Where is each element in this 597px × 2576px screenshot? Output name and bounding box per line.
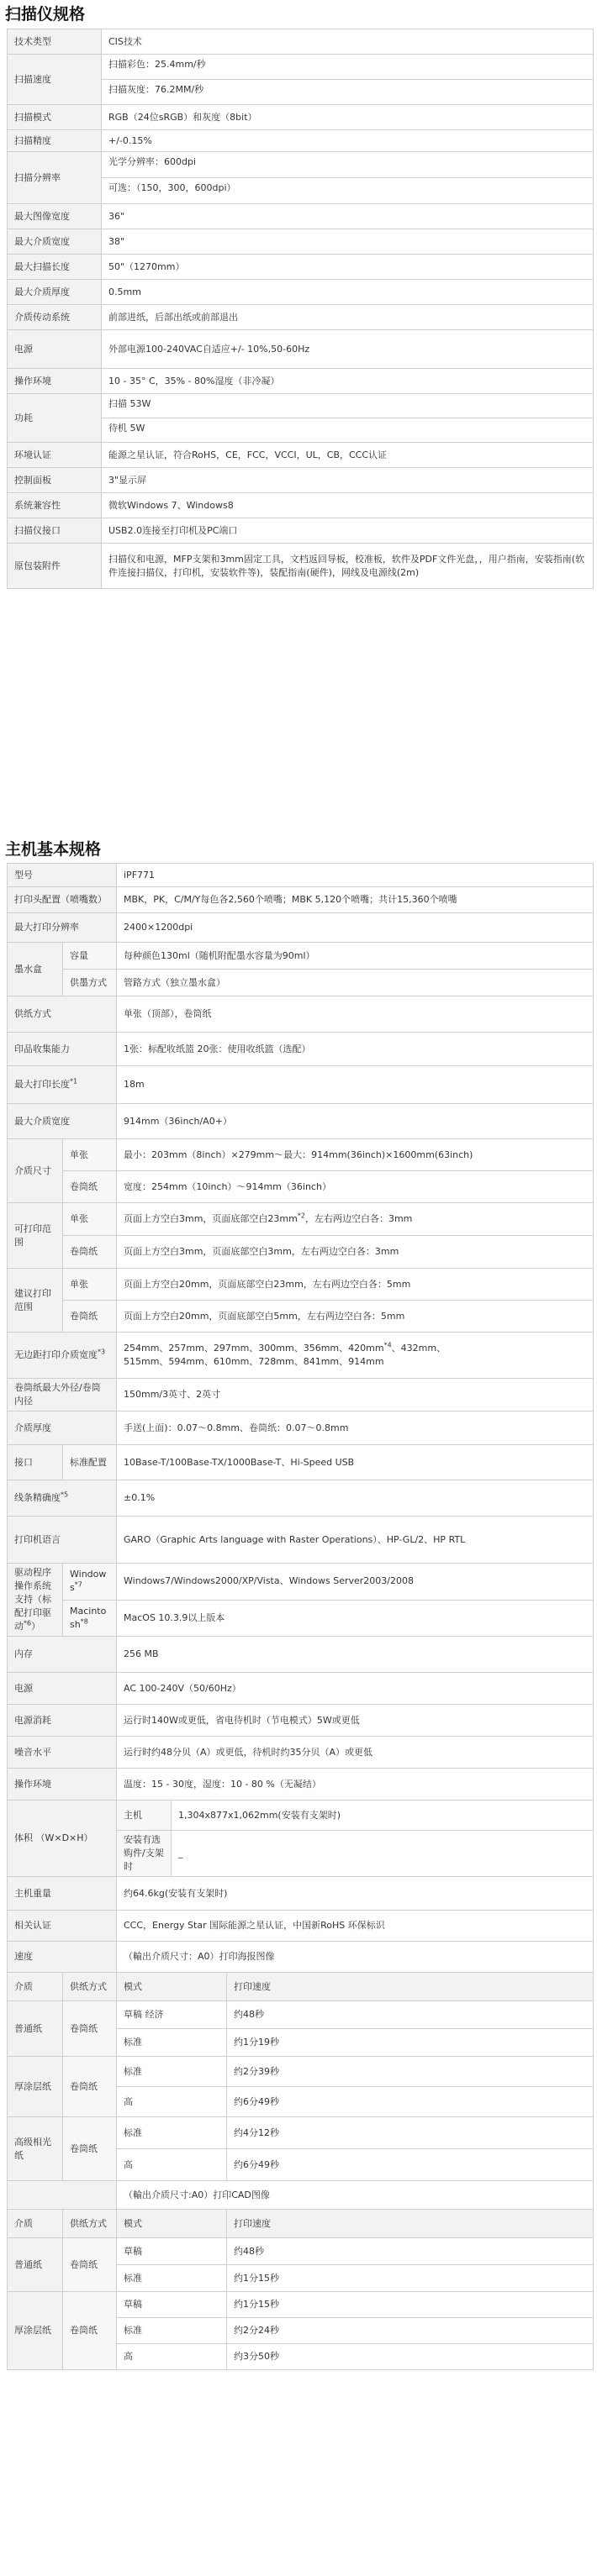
table-row <box>8 1445 594 1480</box>
spec-value: CIS技术 <box>102 29 594 55</box>
spec-value: 914mm（36inch/A0+） <box>117 1104 594 1139</box>
table-row <box>8 1171 594 1203</box>
table-row <box>8 1564 594 1601</box>
spec-subkey: Macintosh$^{*8}$ <box>63 1600 117 1637</box>
speed-mode: 草稿 <box>117 2292 227 2318</box>
spec-key: 最大打印长度$^{*1}$ <box>8 1066 117 1104</box>
table-row <box>8 1705 594 1737</box>
speed-feed: 卷筒纸 <box>63 2001 117 2057</box>
table-row <box>8 864 594 887</box>
spec-key: 技术类型 <box>8 29 102 55</box>
spec-value: ±0.1% <box>117 1480 594 1517</box>
table-row <box>8 1412 594 1445</box>
spec-value: 1张：标配收纸篮 20张：使用收纸篮（选配） <box>117 1033 594 1066</box>
spec-key: 扫描精度 <box>8 130 102 152</box>
speed-time: 约3分50秒 <box>227 2344 594 2370</box>
speed-time: 约48秒 <box>227 2001 594 2029</box>
spec-value: 扫描仪和电源，MFP支架和3mm固定工具，文档返回导板，校准板，软件及PDF文件光盘，，用户指南，安装指南(软件连接扫描仪，打印机，安装软件等)，装配指南(硬件)，网线及电源线(2m) <box>102 544 594 589</box>
table-row <box>8 1269 594 1301</box>
speed-mode: 高 <box>117 2149 227 2181</box>
spec-key: 噪音水平 <box>8 1737 117 1769</box>
speed-media: 普通纸 <box>8 2001 63 2057</box>
spec-value: 页面上方空白20mm，页面底部空白23mm，左右两边空白各：5mm <box>117 1269 594 1301</box>
spec-subkey: Windows$^{*7}$ <box>63 1564 117 1601</box>
spec-key: 电源消耗 <box>8 1705 117 1737</box>
spec-value: 宽度：254mm（10inch）～914mm（36inch） <box>117 1171 594 1203</box>
table-row <box>8 1480 594 1517</box>
spec-value: 最小：203mm（8inch）×279mm～最大：914mm(36inch)×1600mm(63inch) <box>117 1139 594 1171</box>
spec-key: 无边距打印介质宽度$^{*3}$ <box>8 1333 117 1379</box>
spec-value: MacOS 10.3.9以上版本 <box>117 1600 594 1637</box>
spec-key: 环境认证 <box>8 443 102 468</box>
spec-key: 体积 （W×D×H） <box>8 1801 117 1877</box>
spec-key: 扫描模式 <box>8 105 102 130</box>
speed-header-cell: 打印速度 <box>227 1973 594 2001</box>
spec-value: 温度：15 - 30度，湿度：10 - 80 %（无凝结） <box>117 1769 594 1801</box>
spec-key: 内存 <box>8 1637 117 1673</box>
spec-subkey: 卷筒纸 <box>63 1301 117 1333</box>
spec-key: 操作环境 <box>8 369 102 394</box>
spec-value: _ <box>172 1831 594 1877</box>
spec-key: 系统兼容性 <box>8 493 102 518</box>
spec-subkey: 主机 <box>117 1801 172 1831</box>
spec-value: 0.5mm <box>102 280 594 305</box>
table-row <box>8 544 594 589</box>
spec-value: USB2.0连接至打印机及PC端口 <box>102 518 594 544</box>
spec-value: 3"显示屏 <box>102 468 594 493</box>
spec-value: 运行时140W或更低，省电待机时（节电模式）5W或更低 <box>117 1705 594 1737</box>
spec-value: 50"（1270mm） <box>102 255 594 280</box>
table-row <box>8 369 594 394</box>
spec-subkey: 容量 <box>63 943 117 970</box>
speed-time: 约1分15秒 <box>227 2292 594 2318</box>
speed-mode: 草稿 <box>117 2238 227 2265</box>
spec-key: 介质厚度 <box>8 1412 117 1445</box>
speed-header-row <box>8 2210 594 2238</box>
table-row <box>8 2057 594 2087</box>
spec-value: 前部进纸，后部出纸或前部退出 <box>102 305 594 330</box>
spec-value-line: 扫描 53W <box>108 398 151 409</box>
table-row <box>8 330 594 369</box>
table-row <box>8 2117 594 2149</box>
table-row <box>8 1637 594 1673</box>
table-row <box>8 996 594 1033</box>
spec-value-line: 光学分辨率：600dpi <box>108 156 197 167</box>
speed-header-cell: 模式 <box>117 1973 227 2001</box>
table-row <box>8 468 594 493</box>
speed-header-row <box>8 1973 594 2001</box>
table-row <box>8 1379 594 1412</box>
table-row <box>8 152 594 204</box>
spec-key: 介质尺寸 <box>8 1139 63 1203</box>
table-row <box>8 518 594 544</box>
speed-time: 约48秒 <box>227 2238 594 2265</box>
table-row <box>8 280 594 305</box>
spec-value <box>102 394 594 443</box>
table-row <box>8 970 594 996</box>
speed-header-cell: 模式 <box>117 2210 227 2238</box>
spec-key: 最大打印分辨率 <box>8 913 117 943</box>
speed-mode: 标准 <box>117 2057 227 2087</box>
speed-caption-cad: （輸出介质尺寸:A0）打印CAD图像 <box>117 2181 594 2210</box>
table-row <box>8 2181 594 2210</box>
table-row <box>8 1942 594 1973</box>
table-row <box>8 1600 594 1637</box>
spec-key: 打印头配置（喷嘴数） <box>8 887 117 913</box>
spec-key: 卷筒纸最大外径/卷筒内径 <box>8 1379 117 1412</box>
spec-value: CCC，Energy Star 国际能源之星认证，中国新RoHS 环保标识 <box>117 1911 594 1942</box>
table-row <box>8 1769 594 1801</box>
table-row <box>8 2001 594 2029</box>
table-row <box>8 2292 594 2318</box>
spec-value: 约64.6kg(安装有支架时) <box>117 1877 594 1911</box>
spec-key: 电源 <box>8 1673 117 1705</box>
spec-key: 扫描分辨率 <box>8 152 102 204</box>
spec-subkey: 单张 <box>63 1269 117 1301</box>
spec-value: 38" <box>102 229 594 255</box>
speed-feed: 卷筒纸 <box>63 2117 117 2181</box>
spec-key: 可打印范围 <box>8 1203 63 1269</box>
spec-value <box>102 152 594 204</box>
spec-value: 150mm/3英寸、2英寸 <box>117 1379 594 1412</box>
table-row <box>8 305 594 330</box>
table-row <box>8 1801 594 1831</box>
speed-time: 约2分24秒 <box>227 2318 594 2344</box>
spec-key: 线条精确度$^{*5}$ <box>8 1480 117 1517</box>
speed-mode: 高 <box>117 2087 227 2117</box>
spec-subkey: 单张 <box>63 1203 117 1236</box>
table-row <box>8 130 594 152</box>
spec-key: 最大介质宽度 <box>8 229 102 255</box>
spec-key: 电源 <box>8 330 102 369</box>
spec-value: 10 - 35° C，35% - 80%湿度（非冷凝） <box>102 369 594 394</box>
spec-key: 主机重量 <box>8 1877 117 1911</box>
spec-value: 10Base-T/100Base-TX/1000Base-T、Hi-Speed USB <box>117 1445 594 1480</box>
spec-key: 功耗 <box>8 394 102 443</box>
table-row <box>8 943 594 970</box>
spec-value: 18m <box>117 1066 594 1104</box>
spec-value <box>102 55 594 105</box>
speed-time: 约4分12秒 <box>227 2117 594 2149</box>
spec-subkey: 供墨方式 <box>63 970 117 996</box>
speed-mode: 高 <box>117 2344 227 2370</box>
speed-time: 约6分49秒 <box>227 2087 594 2117</box>
speed-header-cell: 供纸方式 <box>63 2210 117 2238</box>
spec-subkey: 安装有选购件/支架时 <box>117 1831 172 1877</box>
spec-key: 建议打印范围 <box>8 1269 63 1333</box>
spec-subkey: 标准配置 <box>63 1445 117 1480</box>
spec-key: 供纸方式 <box>8 996 117 1033</box>
speed-time: 约1分19秒 <box>227 2029 594 2057</box>
spec-key: 打印机语言 <box>8 1517 117 1564</box>
spec-value: 外部电源100-240VAC自适应+/- 10%,50-60Hz <box>102 330 594 369</box>
table-row <box>8 1066 594 1104</box>
spec-value-line: 扫描彩色：25.4mm/秒 <box>108 59 206 70</box>
speed-header-cell: 介质 <box>8 1973 63 2001</box>
table-row <box>8 1517 594 1564</box>
speed-time: 约1分15秒 <box>227 2265 594 2292</box>
spec-key: 扫描速度 <box>8 55 102 105</box>
spec-value-line: 扫描灰度：76.2MM/秒 <box>102 79 593 104</box>
scanner-section-title: 扫描仪规格 <box>5 5 86 24</box>
speed-header-cell: 供纸方式 <box>63 1973 117 2001</box>
spec-key: 控制面板 <box>8 468 102 493</box>
spec-value: 手送(上面)：0.07～0.8mm、卷筒纸：0.07～0.8mm <box>117 1412 594 1445</box>
table-row <box>8 443 594 468</box>
spec-value: iPF771 <box>117 864 594 887</box>
spec-key: 相关认证 <box>8 1911 117 1942</box>
speed-feed: 卷筒纸 <box>63 2238 117 2292</box>
spec-value: 管路方式（独立墨水盒） <box>117 970 594 996</box>
table-row <box>8 1236 594 1269</box>
spec-value: RGB（24位sRGB）和灰度（8bit） <box>102 105 594 130</box>
spec-value: Windows7/Windows2000/XP/Vista、Windows Server2003/2008 <box>117 1564 594 1601</box>
table-row <box>8 1139 594 1171</box>
spec-key: 印品收集能力 <box>8 1033 117 1066</box>
spec-key: 型号 <box>8 864 117 887</box>
speed-time: 约2分39秒 <box>227 2057 594 2087</box>
spec-value: +/-0.15% <box>102 130 594 152</box>
table-row <box>8 55 594 105</box>
speed-feed: 卷筒纸 <box>63 2292 117 2370</box>
spec-value: 单张（顶部），卷筒纸 <box>117 996 594 1033</box>
spec-key: 接口 <box>8 1445 63 1480</box>
speed-mode: 标准 <box>117 2029 227 2057</box>
speed-caption-poster: （輸出介质尺寸：A0）打印海报图像 <box>117 1942 594 1973</box>
table-row <box>8 1033 594 1066</box>
spec-value-line: 待机 5W <box>102 418 593 442</box>
spec-value: 页面上方空白3mm，页面底部空白$23mm^{*2}$，左右两边空白各：3mm <box>117 1203 594 1236</box>
spec-value: 2400×1200dpi <box>117 913 594 943</box>
table-row <box>8 493 594 518</box>
speed-mode: 标准 <box>117 2117 227 2149</box>
spec-value: AC 100-240V（50/60Hz） <box>117 1673 594 1705</box>
spec-value: 运行时约48分贝（A）或更低，待机时约35分贝（A）或更低 <box>117 1737 594 1769</box>
table-row <box>8 105 594 130</box>
spec-key: 介质传动系统 <box>8 305 102 330</box>
speed-header-cell: 打印速度 <box>227 2210 594 2238</box>
spec-key: 最大介质宽度 <box>8 1104 117 1139</box>
speed-media: 厚涂层纸 <box>8 2057 63 2117</box>
table-row <box>8 1877 594 1911</box>
spec-value: 微软Windows 7、Windows8 <box>102 493 594 518</box>
spec-key: 原包装附件 <box>8 544 102 589</box>
speed-mode: 标准 <box>117 2318 227 2344</box>
spec-value: 256 MB <box>117 1637 594 1673</box>
table-row <box>8 913 594 943</box>
table-row <box>8 1333 594 1379</box>
speed-mode: 标准 <box>117 2265 227 2292</box>
spec-value: 页面上方空白3mm，页面底部空白3mm，左右两边空白各：3mm <box>117 1236 594 1269</box>
table-row <box>8 1203 594 1236</box>
table-row <box>8 2238 594 2265</box>
spec-value: 能源之星认证，符合RoHS，CE，FCC，VCCI，UL，CB，CCC认证 <box>102 443 594 468</box>
spec-subkey: 卷筒纸 <box>63 1171 117 1203</box>
table-row <box>8 1737 594 1769</box>
spec-subkey: 卷筒纸 <box>63 1236 117 1269</box>
spec-key: 墨水盒 <box>8 943 63 996</box>
table-row <box>8 29 594 55</box>
main-section-title: 主机基本规格 <box>5 840 102 859</box>
table-row <box>8 887 594 913</box>
table-row <box>8 394 594 443</box>
table-row <box>8 1104 594 1139</box>
speed-header-cell: 介质 <box>8 2210 63 2238</box>
spec-key: 最大图像宽度 <box>8 204 102 229</box>
speed-caption-spacer <box>8 2181 117 2210</box>
table-row <box>8 1301 594 1333</box>
speed-time: 约6分49秒 <box>227 2149 594 2181</box>
main-spec-table <box>7 863 594 2370</box>
speed-media: 厚涂层纸 <box>8 2292 63 2370</box>
spec-subkey: 单张 <box>63 1139 117 1171</box>
spec-value: 1,304x877x1,062mm(安装有支架时) <box>172 1801 594 1831</box>
spec-value: 每种颜色130ml（随机附配墨水容量为90ml） <box>117 943 594 970</box>
spec-key: 速度 <box>8 1942 117 1973</box>
spec-key: 扫描仪接口 <box>8 518 102 544</box>
table-row <box>8 255 594 280</box>
speed-media: 高级相光纸 <box>8 2117 63 2181</box>
table-row <box>8 1911 594 1942</box>
spec-value: 254mm、257mm、297mm、300mm、356mm、$420mm^{*4}$、432mm、 515mm、594mm、610mm、728mm、841mm、914mm <box>117 1333 594 1379</box>
spec-key: 最大介质厚度 <box>8 280 102 305</box>
spec-value: 36" <box>102 204 594 229</box>
table-row <box>8 229 594 255</box>
spec-key: 驱动程序操作系统支持（标配打印驱动$^{*6}$） <box>8 1564 63 1637</box>
spec-key: 操作环境 <box>8 1769 117 1801</box>
spec-value: MBK，PK，C/M/Y每色各2,560个喷嘴；MBK 5,120个喷嘴；共计15,360个喷嘴 <box>117 887 594 913</box>
speed-media: 普通纸 <box>8 2238 63 2292</box>
spec-value-line: 可选：（150，300，600dpi） <box>102 177 593 203</box>
table-row <box>8 204 594 229</box>
spec-value: 页面上方空白20mm，页面底部空白5mm，左右两边空白各：5mm <box>117 1301 594 1333</box>
spec-key: 最大扫描长度 <box>8 255 102 280</box>
speed-feed: 卷筒纸 <box>63 2057 117 2117</box>
speed-mode: 草稿 经济 <box>117 2001 227 2029</box>
scanner-spec-table <box>7 29 594 589</box>
spec-value: GARO（Graphic Arts language with Raster Operations）、HP-GL/2、HP RTL <box>117 1517 594 1564</box>
table-row <box>8 1673 594 1705</box>
